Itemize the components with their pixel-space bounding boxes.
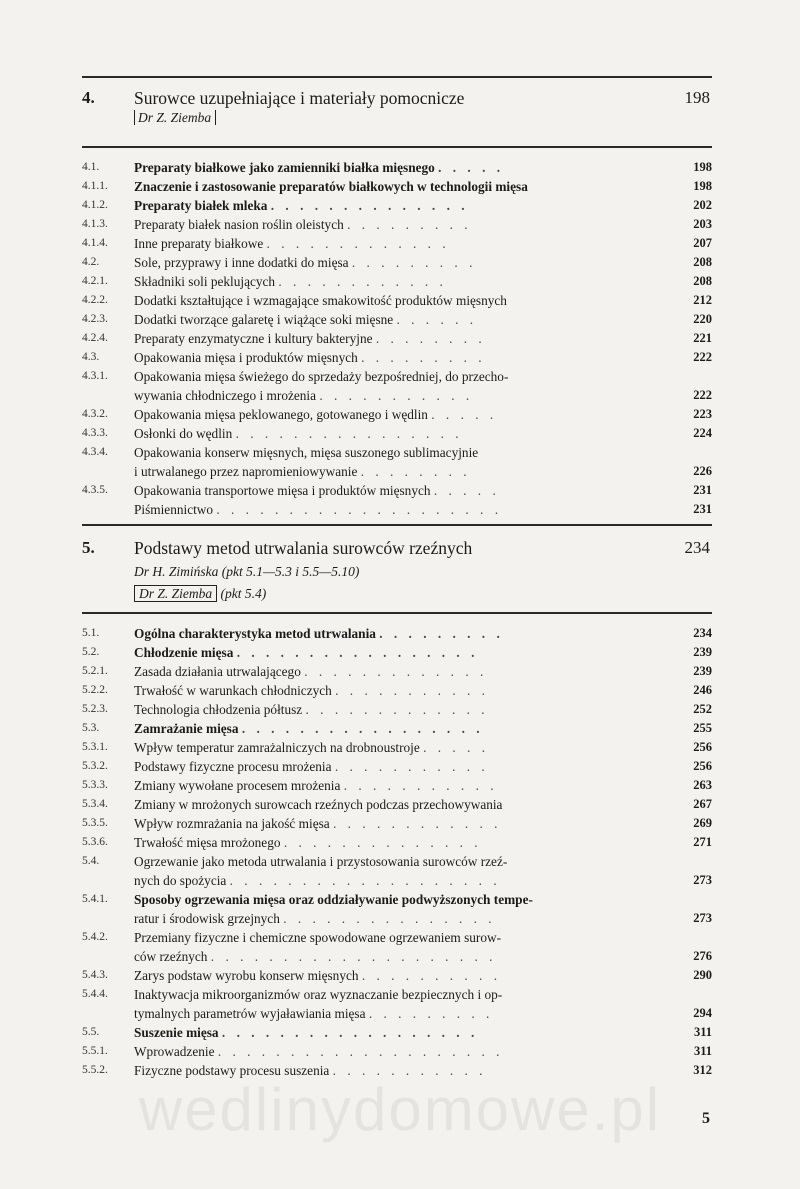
watermark: wedlinydomowe.pl [138, 1076, 662, 1143]
toc-entry[interactable]: 4.3.4. Opakowania konserw mięsnych, mięsa suszonego sublimacyjnie i utrwalanego przez napromieniowywanie . . . . . . . . 226 [82, 445, 712, 479]
toc-entry[interactable]: 4.3.1. Opakowania mięsa świeżego do sprzedaży bezpośredniej, do przecho- wywania chłodniczego i mrożenia . . . . . . . . . . . 222 [82, 369, 712, 403]
toc-entry[interactable]: 5.2. Chłodzenie mięsa . . . . . . . . . . . . . . . . . 239 [82, 645, 712, 660]
toc-entry[interactable]: 5.3.1. Wpływ temperatur zamrażalniczych na drobnoustroje . . . . . 256 [82, 740, 712, 755]
toc-entry[interactable]: 5.5. Suszenie mięsa . . . . . . . . . . . . . . . . . . 311 [82, 1025, 712, 1040]
chapter-title: Surowce uzupełniające i materiały pomocnicze [134, 88, 465, 108]
toc-entry[interactable]: 5.1. Ogólna charakterystyka metod utrwalania . . . . . . . . . 234 [82, 626, 712, 641]
toc-entry[interactable]: 4.3.5. Opakowania transportowe mięsa i produktów mięsnych . . . . . 231 [82, 483, 712, 498]
toc-entry[interactable]: 4.3.2. Opakowania mięsa peklowanego, gotowanego i wędlin . . . . . 223 [82, 407, 712, 422]
page-number: 5 [702, 1110, 710, 1127]
section-rule [82, 612, 712, 614]
toc-entry[interactable]: 5.2.1. Zasada działania utrwalającego . . . . . . . . . . . . . 239 [82, 664, 712, 679]
toc-entry[interactable]: 5.5.2. Fizyczne podstawy procesu suszenia . . . . . . . . . . . 312 [82, 1063, 712, 1078]
toc-entry[interactable]: 5.4.2. Przemiany fizyczne i chemiczne spowodowane ogrzewaniem surow- ców rzeźnych . . . . . . . . . . . . . . . . . . . . 276 [82, 930, 712, 964]
toc-entry[interactable]: 4.1.2. Preparaty białek mleka . . . . . . . . . . . . . . 202 [82, 198, 712, 213]
toc-entry[interactable]: 5.4.4. Inaktywacja mikroorganizmów oraz wyznaczanie bezpiecznych i op- tymalnych parametrów wyjaławiania mięsa . . . . . . . . . 294 [82, 987, 712, 1021]
toc-entry[interactable]: 4.2.2. Dodatki kształtujące i wzmagające smakowitość produktów mięsnych 212 [82, 293, 712, 308]
chapter-author-2: Dr Z. Ziemba (pkt 5.4) [134, 586, 266, 602]
toc-entry[interactable]: 5.4.3. Zarys podstaw wyrobu konserw mięsnych . . . . . . . . . . 290 [82, 968, 712, 983]
section-rule [82, 524, 712, 526]
toc-entry[interactable]: 5.4. Ogrzewanie jako metoda utrwalania i przystosowania surowców rzeź- nych do spożycia . . . . . . . . . . . . . . . . . . . 273 [82, 854, 712, 888]
toc-entry[interactable]: 4.1.3. Preparaty białek nasion roślin oleistych . . . . . . . . . 203 [82, 217, 712, 232]
chapter-title: Podstawy metod utrwalania surowców rzeźnych [134, 538, 473, 558]
top-rule [82, 76, 712, 78]
toc-entry[interactable]: 4.1.1. Znaczenie i zastosowanie preparatów białkowych w technologii mięsa 198 [82, 179, 712, 194]
chapter-number: 4. [82, 88, 95, 107]
toc-entry[interactable]: 5.3.4. Zmiany w mrożonych surowcach rzeźnych podczas przechowywania 267 [82, 797, 712, 812]
chapter-author: Dr H. Zimińska (pkt 5.1—5.3 i 5.5—5.10) [134, 564, 360, 579]
chapter-author: Dr Z. Ziemba [134, 110, 216, 126]
toc-entry[interactable]: 5.3.2. Podstawy fizyczne procesu mrożenia . . . . . . . . . . . 256 [82, 759, 712, 774]
toc-entry[interactable]: 4.2. Sole, przyprawy i inne dodatki do mięsa . . . . . . . . . 208 [82, 255, 712, 270]
toc-entry[interactable]: 4.1.4. Inne preparaty białkowe . . . . . . . . . . . . . 207 [82, 236, 712, 251]
toc-entry[interactable]: 5.5.1. Wprowadzenie . . . . . . . . . . . . . . . . . . . . 311 [82, 1044, 712, 1059]
toc-entry[interactable]: 4.2.4. Preparaty enzymatyczne i kultury bakteryjne . . . . . . . . 221 [82, 331, 712, 346]
toc-entry[interactable]: 5.3.3. Zmiany wywołane procesem mrożenia . . . . . . . . . . . 263 [82, 778, 712, 793]
toc-entry[interactable]: 4.3. Opakowania mięsa i produktów mięsnych . . . . . . . . . 222 [82, 350, 712, 365]
toc-entry[interactable]: 4.3.3. Osłonki do wędlin . . . . . . . . . . . . . . . . 224 [82, 426, 712, 441]
toc-chapter-5 [82, 624, 712, 1080]
toc-entry[interactable]: 5.3.5. Wpływ rozmrażania na jakość mięsa . . . . . . . . . . . . 269 [82, 816, 712, 831]
toc-entry[interactable]: 5.2.2. Trwałość w warunkach chłodniczych . . . . . . . . . . . 246 [82, 683, 712, 698]
toc-entry[interactable]: 4.2.3. Dodatki tworzące galaretę i wiążące soki mięsne . . . . . . 220 [82, 312, 712, 327]
chapter-page: 198 [684, 88, 710, 107]
toc-entry[interactable]: 5.2.3. Technologia chłodzenia półtusz . . . . . . . . . . . . . 252 [82, 702, 712, 717]
chapter-number: 5. [82, 538, 95, 557]
toc-chapter-4 [82, 158, 712, 519]
toc-entry[interactable]: Piśmiennictwo . . . . . . . . . . . . . . . . . . . . 231 [134, 502, 712, 517]
toc-entry[interactable]: 5.4.1. Sposoby ogrzewania mięsa oraz oddziaływanie podwyższonych tempe- ratur i środowisk grzejnych . . . . . . . . . . . . . . . 273 [82, 892, 712, 926]
toc-entry[interactable]: 4.1. Preparaty białkowe jako zamienniki białka mięsnego . . . . . 198 [82, 160, 712, 175]
section-rule [82, 146, 712, 148]
toc-entry[interactable]: 4.2.1. Składniki soli peklujących . . . . . . . . . . . . 208 [82, 274, 712, 289]
toc-entry[interactable]: 5.3.6. Trwałość mięsa mrożonego . . . . . . . . . . . . . . 271 [82, 835, 712, 850]
chapter-5-header [82, 538, 710, 608]
chapter-page: 234 [684, 538, 710, 557]
chapter-4-header [82, 88, 710, 128]
toc-entry[interactable]: 5.3. Zamrażanie mięsa . . . . . . . . . . . . . . . . . 255 [82, 721, 712, 736]
